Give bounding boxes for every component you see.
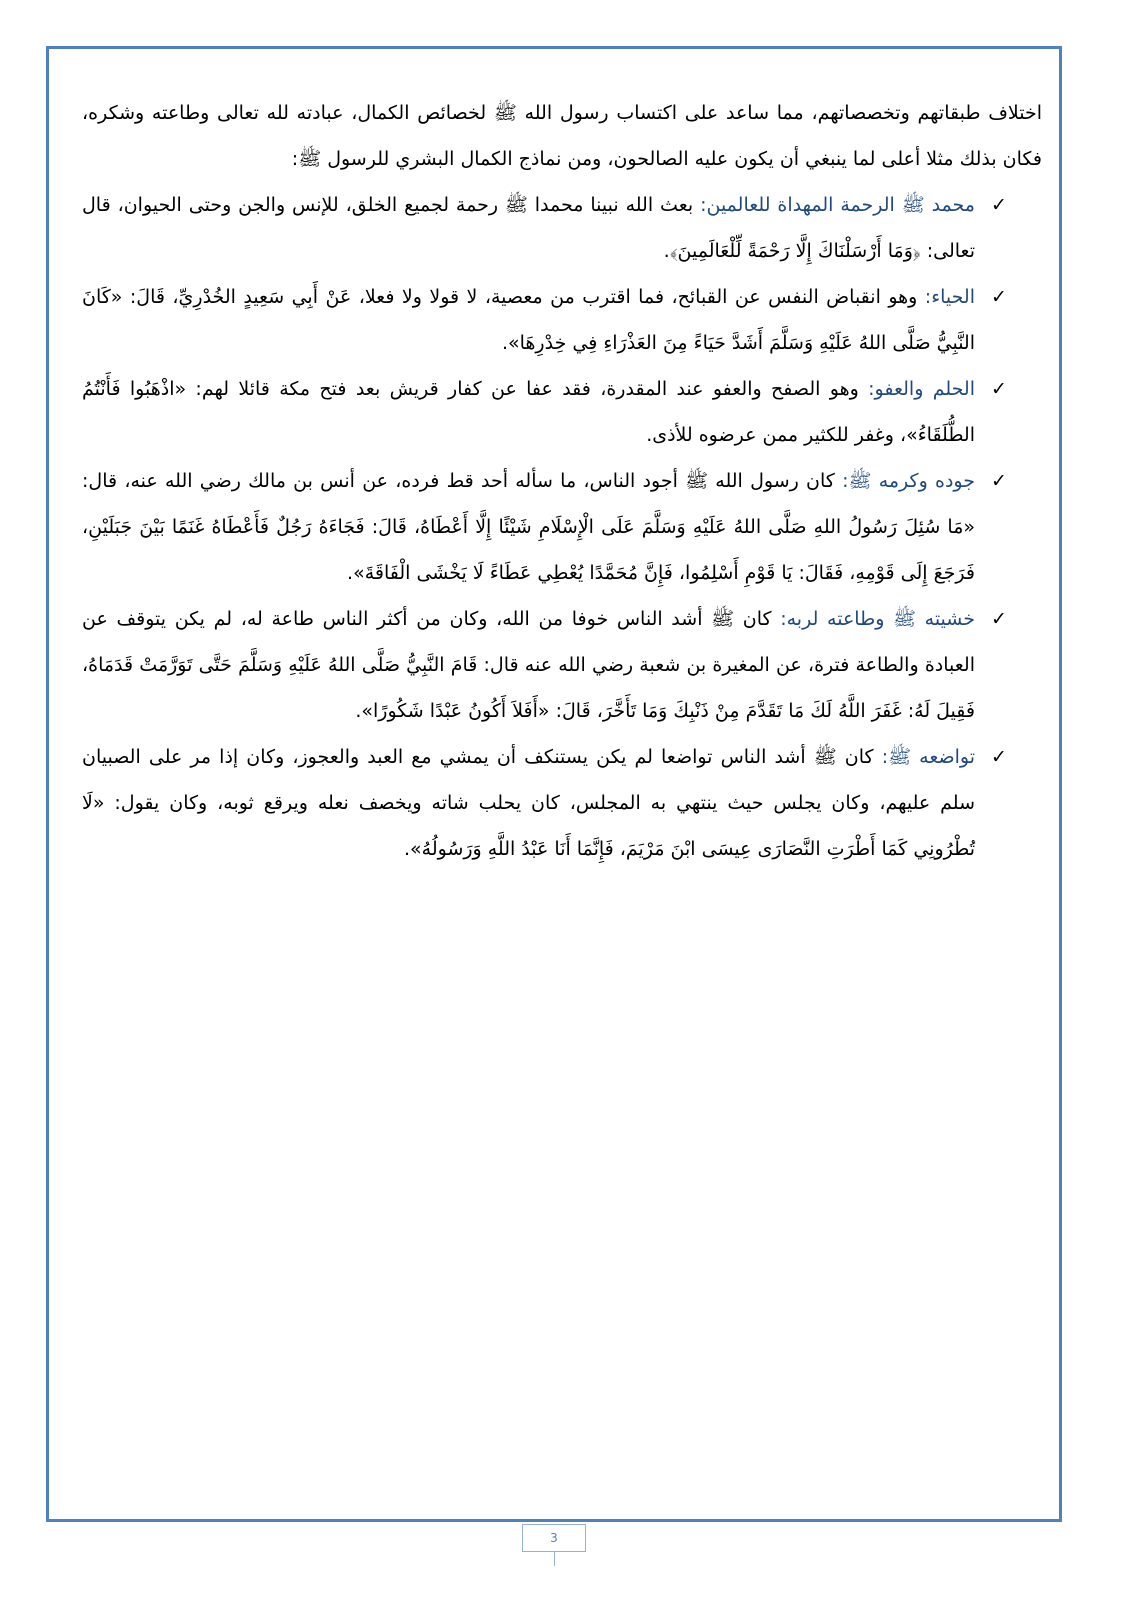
item-text: وهو الصفح والعفو عند المقدرة، فقد عفا عن كفار قريش بعد فتح مكة قائلا لهم: «اذْهَبُوا فَأَنْتُمُ الطُّلَقَاءُ»، وغفر للكثير ممن عرضوه للأذى. (82, 378, 975, 446)
item-title: خشيته ﷺ وطاعته لربه: (780, 608, 975, 630)
list-item-humility (82, 734, 1042, 872)
item-text: وهو انقباض النفس عن القبائح، فما اقترب من معصية، لا قولا ولا فعلا، عَنْ أَبِي سَعِيدٍ الخُدْرِيِّ، قَالَ: «كَانَ النَّبِيُّ صَلَّى اللهُ عَلَيْهِ وَسَلَّمَ أَشَدَّ حَيَاءً مِنَ العَذْرَاءِ فِي خِدْرِهَا». (82, 286, 975, 354)
list-item-generosity (82, 458, 1042, 596)
item-text: كان رسول الله ﷺ أجود الناس، ما سأله أحد قط فرده، عن أنس بن مالك رضي الله عنه، قال: «مَا سُئِلَ رَسُولُ اللهِ صَلَّى اللهُ عَلَيْهِ وَسَلَّمَ عَلَى الْإِسْلَامِ شَيْئًا إِلَّا أَعْطَاهُ، قَالَ: فَجَاءَهُ رَجُلٌ فَأَعْطَاهُ غَنَمًا بَيْنَ جَبَلَيْنِ، فَرَجَعَ إِلَى قَوْمِهِ، فَقَالَ: يَا قَوْمِ أَسْلِمُوا، فَإِنَّ مُحَمَّدًا يُعْطِي عَطَاءً لَا يَخْشَى الْفَاقَةَ». (82, 470, 975, 584)
item-title: محمد ﷺ الرحمة المهداة للعالمين: (700, 194, 975, 216)
item-title: الحياء: (924, 286, 975, 308)
list-item-mercy (82, 182, 1042, 274)
item-title: تواضعه ﷺ: (881, 746, 976, 768)
checkmark-icon: ✓ (991, 378, 1007, 400)
page-number-stem (554, 1552, 555, 1566)
item-text: بعث الله نبينا محمدا ﷺ رحمة لجميع الخلق، للإنس والجن وحتى الحيوان، قال تعالى: ﴿وَمَا أَرْسَلْنَاكَ إِلَّا رَحْمَةً لِّلْعَالَمِينَ﴾. (82, 194, 975, 262)
item-title: الحلم والعفو: (868, 378, 975, 400)
item-text: كان ﷺ أشد الناس خوفا من الله، وكان من أكثر الناس طاعة له، لم يكن يتوقف عن العبادة والطاعة فترة، عن المغيرة بن شعبة رضي الله عنه قال: قَامَ النَّبِيُّ صَلَّى اللهُ عَلَيْهِ وَسَلَّمَ حَتَّى تَوَرَّمَتْ قَدَمَاهُ، فَقِيلَ لَهُ: غَفَرَ اللَّهُ لَكَ مَا تَقَدَّمَ مِنْ ذَنْبِكَ وَمَا تَأَخَّرَ، قَالَ: «أَفَلاَ أَكُونُ عَبْدًا شَكُورًا». (82, 608, 975, 722)
checkmark-icon: ✓ (991, 470, 1007, 492)
intro-paragraph: اختلاف طبقاتهم وتخصصاتهم، مما ساعد على اكتساب رسول الله ﷺ لخصائص الكمال، عبادته لله تعالى وطاعته وشكره، فكان بذلك مثلا أعلى لما ينبغي أن يكون عليه الصالحون، ومن نماذج الكمال البشري للرسول ﷺ: (82, 102, 1042, 170)
item-text: كان ﷺ أشد الناس تواضعا لم يكن يستنكف أن يمشي مع العبد والعجوز، وكان إذا مر على الصبيان سلم عليهم، وكان يجلس حيث ينتهي به المجلس، كان يحلب شاته ويخصف نعله ويرقع ثوبه، وكان يقول: «لَا تُطْرُونِي كَمَا أَطْرَتِ النَّصَارَى عِيسَى ابْنَ مَرْيَمَ، فَإِنَّمَا أَنَا عَبْدُ اللَّهِ وَرَسُولُهُ». (82, 746, 975, 860)
list-item-forbearance (82, 366, 1042, 458)
list-item-modesty (82, 274, 1042, 366)
qualities-list (82, 182, 1042, 872)
document-body (82, 90, 1042, 872)
page-number: 3 (522, 1524, 586, 1552)
checkmark-icon: ✓ (991, 608, 1007, 630)
item-title: جوده وكرمه ﷺ: (842, 470, 975, 492)
checkmark-icon: ✓ (991, 194, 1007, 216)
checkmark-icon: ✓ (991, 286, 1007, 308)
checkmark-icon: ✓ (991, 746, 1007, 768)
list-item-devotion (82, 596, 1042, 734)
